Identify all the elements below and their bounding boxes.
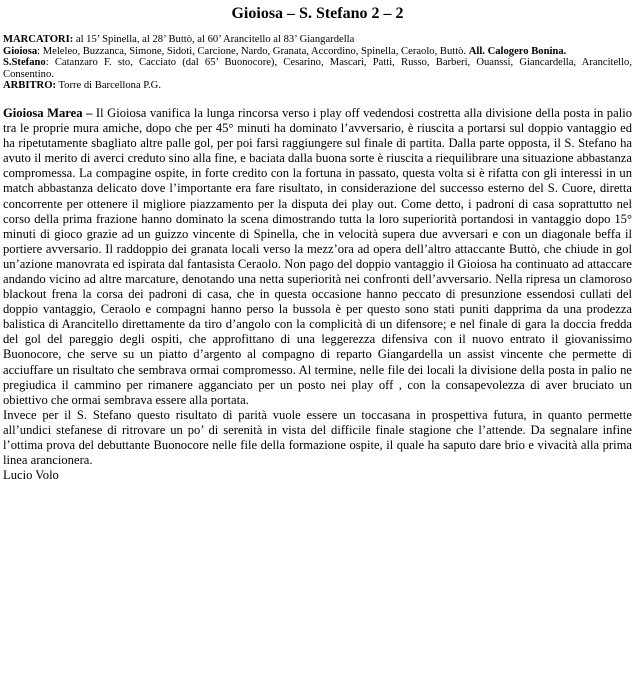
article-body — [3, 106, 632, 468]
match-report — [3, 34, 632, 92]
referee-text: Torre di Barcellona P.G. — [58, 80, 161, 92]
gioiosa-label: Gioiosa — [3, 45, 38, 57]
stefano-players: : Catanzaro F. sto, Cacciato (dal 65’ Buonocore), Cesarino, Mascari, Patti, Russo, Barberi, Ouanssi, Giancardella, Arancitello, Consentino. — [3, 57, 632, 80]
gioiosa-lineup — [3, 46, 632, 58]
gioiosa-coach: All. Calogero Bonina. — [468, 45, 567, 57]
stefano-label: S.Stefano — [3, 57, 46, 69]
article-paragraph-1 — [3, 106, 632, 408]
article-paragraph-2: Invece per il S. Stefano questo risultato di parità vuole essere un toccasana in prospettiva futura, in quanto permette all’undici stefanese di ritrovare un po’ di serenità in vista del difficile finale stagione che l’attende. Da segnalare infine l’ottima prova del debuttante Buonocore nelle file della formazione ospite, il quale ha saputo dare brio e vivacità alla prima linea arancionera. — [3, 407, 632, 468]
gioiosa-players: : Meleleo, Buzzanca, Simone, Sidoti, Carcione, Nardo, Granata, Accordino, Spinella, Ceraolo, Buttò. — [37, 45, 467, 57]
scorers-label: MARCATORI: — [3, 34, 74, 45]
match-title: Gioiosa – S. Stefano 2 – 2 — [231, 5, 404, 22]
article-paragraph-1-text: Il Gioiosa vanifica la lunga rincorsa verso i play off vedendosi costretta alla divisione della posta in palio tra le proprie mura amiche, dopo che per 45° minuti ha dominato l’avversario, è riuscita a portarsi sul doppio vantaggio ed ha ripetutamente sbagliato altre palle gol, per poi farsi raggiungere sul finale di partita. Dalla parte opposta, il S. Stefano ha avuto il merito di averci creduto sino alla fine, e baciata dalla buona sorte è riuscita a riequilibrare una situazione abbastanza compromessa. La compagine ospite, in forte credito con la fortuna in passato, questa volta si è rifatta con gli interessi in un match abbastanza delicato dove l’importante era fare risultato, in considerazione del successo esterno del S. Cuore, diretta concorrente per ottenere il migliore piazzamento per la disputa dei play out. Come detto, i padroni di casa soprattutto nel corso della prima frazione hanno dominato la scena dimostrando tutta la loro superiorità portandosi in vantaggio dopo 15° minuti di gioco grazie ad un guizzo vincente di Spinella, che in velocità supera due avversari e con un diagonale beffa il portiere avversario. Il raddoppio dei granata locali verso la mezz’ora ad opera dell’altro attaccante Buttò, che chiude in gol un’azione manovrata ed ispirata dal fantasista Ceraolo. Non pago del doppio vantaggio il Gioiosa ha continuato ad attaccare andando vicino ad altre marcature, denotando una netta superiorità nei confronti dell’avversario. Nella ripresa un clamoroso blackout frena la corsa dei padroni di casa, che in questa occasione hanno peccato di presunzione essendosi cullati del doppio vantaggio, Ceraolo e compagni hanno perso la bussola è per questo sono stati puniti dapprima da una prodezza balistica di Arancitello direttamente da tiro d’angolo con la complicità di un difensore; e nel finale di gara la doccia fredda del gol del pareggio degli ospiti, che approfittano di una leggerezza difensiva con il nuovo entrato il giovanissimo Buonocore, che serve su un piatto d’argento al compagno di reparto Giangardella un assist vincente che permette di acciuffare un risultato che sembrava ormai compromesso. Al termine, nelle file dei locali la divisione della posta in palio ne pregiudica il cammino per rimanere agganciato per un posto nei play off , con la consapevolezza di aver bruciato un obiettivo che ormai sembrava essere alla portata. — [3, 105, 632, 407]
scorers-text: al 15’ Spinella, al 28’ Buttò, al 60’ Arancitello al 83’ Giangardella — [75, 34, 355, 45]
referee-line — [3, 80, 632, 92]
stefano-lineup — [3, 57, 632, 80]
author-signature: Lucio Volo — [3, 468, 59, 483]
scorers-line — [3, 34, 632, 46]
dateline: Gioiosa Marea – — [3, 105, 93, 120]
referee-label: ARBITRO: — [3, 80, 56, 92]
